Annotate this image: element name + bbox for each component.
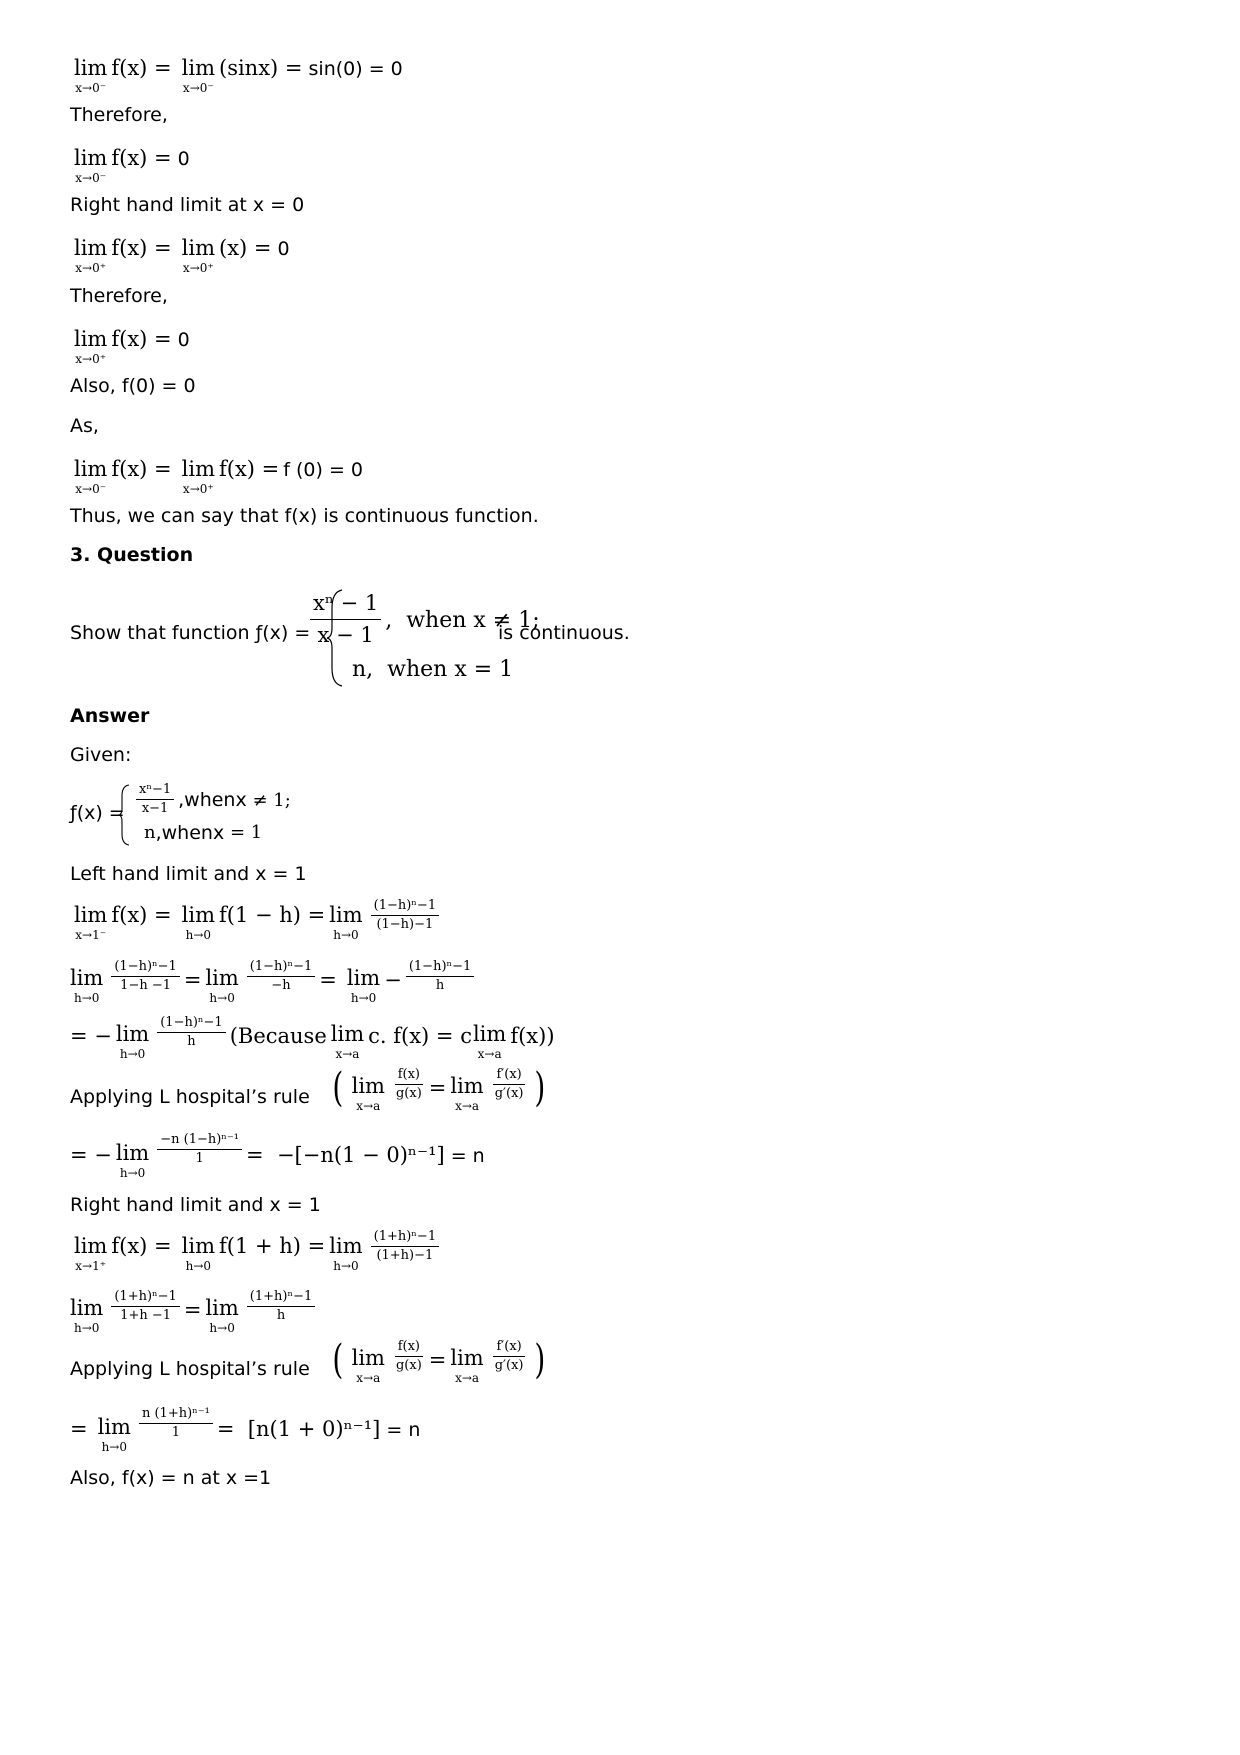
question-heading: 3. Question bbox=[70, 544, 194, 566]
answer-heading: Answer bbox=[70, 705, 150, 727]
given-case-2: n ,whenx = 1 bbox=[144, 822, 263, 844]
as-text: As, bbox=[70, 415, 99, 437]
equation-lhl-2: lim h→0 $\frac{\text{(1−h)ⁿ−1}}{1-h -1}$ = lim h→0 $\frac{\text{(1−h)ⁿ−1}}{-h}$ = lim h→0 − $\frac{\text{(1−h)ⁿ−1}}{h}$ bbox=[70, 960, 478, 1004]
given-label: Given: bbox=[70, 744, 132, 766]
equation-rhl-1: lim x→1⁺ f(x) = lim h→0 f(1 + h) = lim h→0 (1+h)ⁿ−1 (1+h)−1 bbox=[70, 1236, 443, 1272]
rhl-heading: Right hand limit at x = 0 bbox=[70, 194, 305, 216]
equation-rhl-result: lim x→0⁺ f(x) = 0 bbox=[74, 327, 190, 366]
lhopital-label: Applying L hospital’s rule bbox=[70, 1086, 310, 1108]
question-prefix: Show that function ƒ(x) = bbox=[70, 622, 311, 644]
rhl-x1-heading: Right hand limit and x = 1 bbox=[70, 1194, 321, 1216]
lhopital-rule: ( lim x→a $\frac{f(x)}{g(x)}$ = lim x→a f′(x) g′(x) ) bbox=[332, 1337, 546, 1385]
given-fx: ƒ(x) = bbox=[70, 802, 125, 824]
left-brace-icon bbox=[118, 784, 132, 846]
therefore-text: Therefore, bbox=[70, 285, 168, 307]
equation-rhl-result: = lim h→0 $\frac{\text{n (1+h)ⁿ⁻¹}}{1}$ = [n(1 + 0)ⁿ⁻¹] = n bbox=[70, 1406, 421, 1454]
equation-rhl-2: lim h→0 $\frac{\text{(1+h)ⁿ−1}}{1+h -1}$ = lim h→0 (1+h)ⁿ−1 h bbox=[70, 1290, 319, 1334]
equation-lhl-1: lim x→1⁻ f(x) = lim h→0 f(1 − h) = lim h→0 (1−h)ⁿ−1 (1−h)−1 bbox=[70, 905, 443, 941]
equation-lhl-3: = − lim h→0 (1−h)ⁿ−1 h (Because lim x→a c. f(x) = c lim x→a f(x)) bbox=[70, 1015, 555, 1061]
given-case-1: xⁿ−1 x−1 ,whenx ≠ 1; bbox=[132, 783, 291, 817]
lhl-x1-heading: Left hand limit and x = 1 bbox=[70, 863, 307, 885]
equation-rhl: lim x→0⁺ f(x) = lim x→0⁺ (x) = 0 bbox=[74, 236, 290, 275]
question-suffix: is continuous. bbox=[498, 622, 630, 644]
conclusion-text: Thus, we can say that f(x) is continuous function. bbox=[70, 505, 539, 527]
also-f0-text: Also, f(0) = 0 bbox=[70, 375, 196, 397]
question-case-2: n, when x = 1 bbox=[352, 657, 514, 682]
question-case-1: xⁿ − 1 x − 1 , when x ≠ 1; bbox=[306, 592, 540, 647]
lhopital-rule: ( lim x→a $\frac{f(x)}{g(x)}$ = lim x→a f′(x) g′(x) ) bbox=[332, 1065, 546, 1113]
lhopital-label: Applying L hospital’s rule bbox=[70, 1358, 310, 1380]
equation-lhl-sin: lim x→0⁻ f(x) = lim x→0⁻ (sinx) = sin(0) = 0 bbox=[74, 56, 403, 95]
equation-equality: lim x→0⁻ f(x) = lim x→0⁺ f(x) = f (0) = 0 bbox=[74, 457, 364, 496]
also-fx-text: Also, f(x) = n at x =1 bbox=[70, 1467, 272, 1489]
therefore-text: Therefore, bbox=[70, 104, 168, 126]
equation-lhl-result: lim x→0⁻ f(x) = 0 bbox=[74, 146, 190, 185]
equation-lhl-result: = − lim h→0 $\frac{\text{−n (1−h)ⁿ⁻¹}}{1}$ = −[−n(1 − 0)ⁿ⁻¹] = n bbox=[70, 1132, 485, 1180]
